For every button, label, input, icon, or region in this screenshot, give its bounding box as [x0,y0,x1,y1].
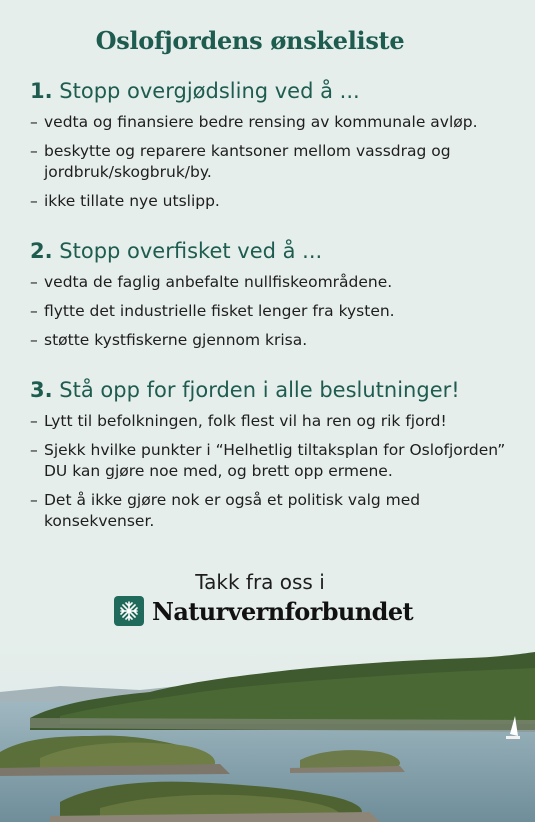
list-item: – Lytt til befolkningen, folk flest vil ha ren og rik fjord! [30,411,520,432]
section-heading [30,238,520,264]
wish-list [30,112,520,212]
section-heading-text: Stå opp for fjorden i alle beslutninger! [59,378,460,402]
section-number: 1. [30,79,53,103]
list-item: – Det å ikke gjøre nok er også et politisk valg med konsekvenser. [30,490,520,532]
wish-section-2 [30,238,520,359]
list-item: – ikke tillate nye utslipp. [30,191,520,212]
list-item: – flytte det industrielle fisket lenger fra kysten. [30,301,520,322]
section-heading [30,78,520,104]
section-heading [30,377,520,403]
page-title: Oslofjordens ønskeliste [95,26,405,55]
naturvernforbundet-logo-icon [114,596,144,626]
wish-list [30,411,520,532]
wish-section-1 [30,78,520,220]
list-item: – vedta de faglig anbefalte nullfiskeområdene. [30,272,520,293]
list-item: – beskytte og reparere kantsoner mellom vassdrag og jordbruk/skogbruk/by. [30,141,520,183]
list-item: – støtte kystfiskerne gjennom krisa. [30,330,520,351]
thanks-text: Takk fra oss i [195,570,325,594]
wish-section-3 [30,377,520,540]
list-item: – vedta og finansiere bedre rensing av kommunale avløp. [30,112,520,133]
section-number: 3. [30,378,53,402]
brand-name: Naturvernforbundet [152,596,413,626]
brand-logo [114,596,413,626]
wish-list [30,272,520,351]
fjord-landscape-image [0,640,535,822]
section-heading-text: Stopp overfisket ved å ... [59,239,323,263]
section-heading-text: Stopp overgjødsling ved å ... [59,79,360,103]
list-item: – Sjekk hvilke punkter i “Helhetlig tiltaksplan for Oslofjorden” DU kan gjøre noe med, og brett opp ermene. [30,440,520,482]
section-number: 2. [30,239,53,263]
